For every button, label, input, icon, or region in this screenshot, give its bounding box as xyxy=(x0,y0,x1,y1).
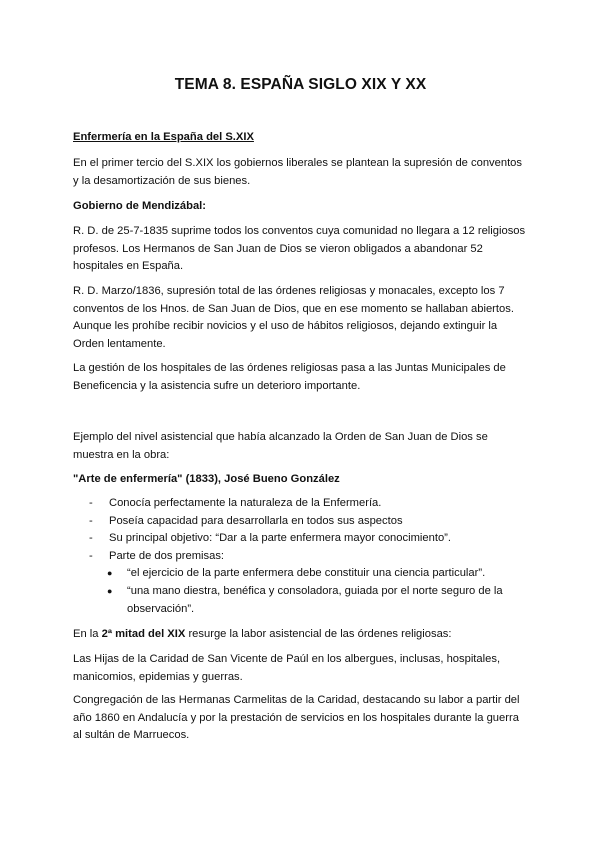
second-half-pre: En la xyxy=(73,628,102,640)
intro-paragraph: En el primer tercio del S.XIX los gobiernos liberales se plantean la supresión de conventos y la desamortización de sus bienes. xyxy=(73,157,522,187)
bullet-icon: ● xyxy=(107,568,113,578)
second-half-bold: 2ª mitad del XIX xyxy=(101,628,186,640)
mendizabal-heading: Gobierno de Mendizábal: xyxy=(73,200,207,212)
section-heading-enfermeria-xix: Enfermería en la España del S.XIX xyxy=(73,131,254,143)
list-item-text: Parte de dos premisas: xyxy=(109,550,225,562)
bullet-icon: ● xyxy=(107,586,113,596)
second-half-intro xyxy=(73,626,528,644)
premise-text: “el ejercicio de la parte enfermera debe constituir una ciencia particular”. xyxy=(127,567,486,579)
list-item-text: Poseía capacidad para desarrollarla en todos sus aspectos xyxy=(109,515,403,527)
dash-marker: - xyxy=(89,515,93,527)
hijas-caridad-paragraph: Las Hijas de la Caridad de San Vicente de Paúl en los albergues, inclusas, hospitales, manicomios, epidemias y guerras. xyxy=(73,653,501,683)
mendizabal-paragraph-2: R. D. Marzo/1836, supresión total de las órdenes religiosas y monacales, excepto los 7 conventos de los Hnos. de San Juan de Dios, que en ese momento se hallaban abiertos. Aunque les prohíbe recibir novicios y el uso de hábitos religiosos, dejando extinguir la Orden lentamente. xyxy=(73,285,514,350)
dash-marker: - xyxy=(89,532,93,544)
mendizabal-paragraph-3: La gestión de los hospitales de las órdenes religiosas pasa a las Juntas Municipales de Beneficencia y la asistencia sufre un deterioro importante. xyxy=(73,362,506,392)
work-title: "Arte de enfermería" (1833), José Bueno González xyxy=(73,473,340,485)
dash-marker: - xyxy=(89,497,93,509)
dash-marker: - xyxy=(89,550,93,562)
second-half-post: resurge la labor asistencial de las órdenes religiosas: xyxy=(185,628,452,640)
list-item-text: Su principal objetivo: “Dar a la parte enfermera mayor conocimiento”. xyxy=(109,532,451,544)
example-intro: Ejemplo del nivel asistencial que había alcanzado la Orden de San Juan de Dios se muestra en la obra: xyxy=(73,431,488,461)
list-item-text: Conocía perfectamente la naturaleza de la Enfermería. xyxy=(109,497,382,509)
premise-text: “una mano diestra, benéfica y consoladora, guiada por el norte seguro de la observación”. xyxy=(127,585,503,615)
carmelitas-paragraph: Congregación de las Hermanas Carmelitas de la Caridad, destacando su labor a partir del año 1860 en Andalucía y por la prestación de servicios en los hospitales durante la guerra al sultán de Marruecos. xyxy=(73,694,520,741)
mendizabal-paragraph-1: R. D. de 25-7-1835 suprime todos los conventos cuya comunidad no llegara a 12 religiosos profesos. Los Hermanos de San Juan de Dios se vieron obligados a abandonar 52 hospitales en España. xyxy=(73,225,526,272)
page-title: TEMA 8. ESPAÑA SIGLO XIX Y XX xyxy=(174,76,427,93)
